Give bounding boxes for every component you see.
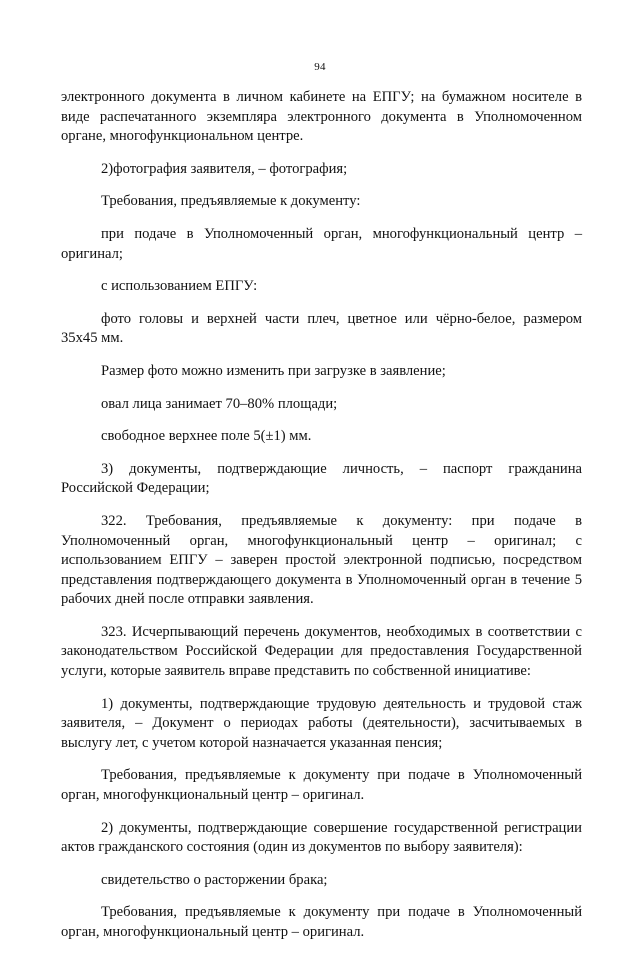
paragraph-322: 322. Требования, предъявляемые к документу: при подаче в Уполномоченный орган, многофункциональный центр – оригинал; с использованием ЕПГУ – заверен простой электронной подписью, посредством представления подтверждающего документа в Уполномоченный орган в течение 5 рабочих дней после отправки заявления.	[61, 512, 582, 608]
paragraph-face-oval: овал лица занимает 70–80% площади;	[101, 395, 338, 412]
paragraph-epgu-usage: с использованием ЕПГУ:	[101, 278, 258, 295]
paragraph-civil-registration: 2) документы, подтверждающие совершение государственной регистрации актов гражданского состояния (один из документов по выбору заявителя):	[61, 819, 582, 856]
paragraph-photo-size: фото головы и верхней части плеч, цветное или чёрно-белое, размером 35x45 мм.	[61, 310, 582, 347]
page-number: 94	[314, 61, 326, 73]
paragraph-divorce-certificate: свидетельство о расторжении брака;	[101, 871, 328, 888]
paragraph-323: 323. Исчерпывающий перечень документов, необходимых в соответствии с законодательством Российской Федерации для предоставления Государственной услуги, которые заявитель вправе представить по собственной инициативе:	[61, 623, 582, 680]
paragraph-labor-requirements: Требования, предъявляемые к документу при подаче в Уполномоченный орган, многофункциональный центр – оригинал.	[61, 767, 582, 804]
paragraph-labor-docs: 1) документы, подтверждающие трудовую деятельность и трудовой стаж заявителя, – Документ о периодах работы (деятельности), засчитываемых в выслугу лет, с учетом которой назначается указанная пенсия;	[61, 695, 582, 751]
document-body	[61, 88, 582, 956]
paragraph-submission-original: при подаче в Уполномоченный орган, многофункциональный центр – оригинал;	[61, 225, 582, 262]
paragraph-identity-docs: 3) документы, подтверждающие личность, – паспорт гражданина Российской Федерации;	[61, 460, 582, 497]
paragraph-divorce-requirements: Требования, предъявляемые к документу при подаче в Уполномоченный орган, многофункциональный центр – оригинал.	[61, 904, 582, 940]
paragraph-top-margin: свободное верхнее поле 5(±1) мм.	[101, 428, 312, 445]
paragraph-photo-resize: Размер фото можно изменить при загрузке в заявление;	[101, 362, 446, 379]
paragraph-requirements-heading: Требования, предъявляемые к документу:	[101, 193, 361, 210]
paragraph-photo-item: 2)фотография заявителя, – фотография;	[101, 160, 348, 177]
paragraph-continuation: электронного документа в личном кабинете на ЕПГУ; на бумажном носителе в виде распечатанного экземпляра электронного документа в Уполномоченном органе, многофункциональном центре.	[61, 89, 582, 145]
